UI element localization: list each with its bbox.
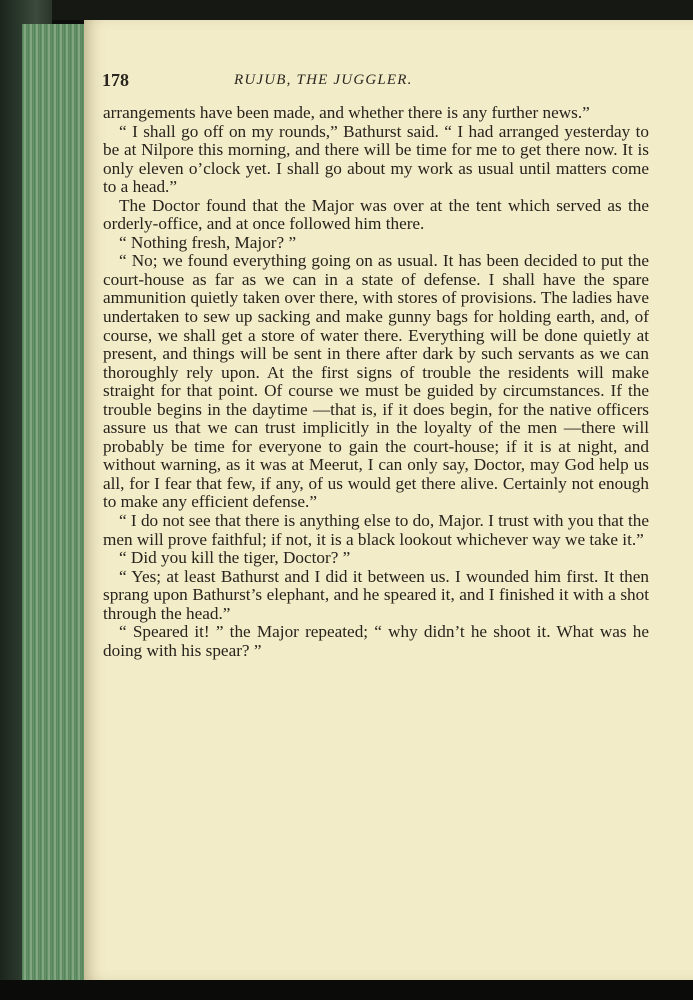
page-edges xyxy=(22,24,85,980)
paragraph: “ No; we found everything going on as usual. It has been decided to put the court-house as far as we can in a state of defense. I shall have the spare ammunition quietly taken over there, with stores of provisions. The ladies have undertaken to sew up sacking and make gunny bags for holding earth, and, of course, we shall get a store of water there. Everything will be done quietly at present, and things will be sent in there after dark by such servants as we can thoroughly rely upon. At the first signs of trouble the residents will make straight for that point. Of course we must be guided by circumstances. If the trouble begins in the daytime —that is, if it does begin, for the native officers assure us that we can trust implicitly in the loyalty of the men —there will probably be time for everyone to gain the court-house; if it is at night, and without warning, as it was at Meerut, I can only say, Doctor, may God help us all, for I fear that few, if any, of us would get there alive. Certainly not enough to make any efficient defense.” xyxy=(103,251,649,512)
paragraph: “ Speared it! ” the Major repeated; “ why didn’t he shoot it. What was he doing with his spear? ” xyxy=(103,622,649,660)
paragraph: “ Did you kill the tiger, Doctor? ” xyxy=(119,548,351,568)
running-head-title: RUJUB, THE JUGGLER. xyxy=(234,72,413,88)
paragraph: “ Yes; at least Bathurst and I did it between us. I wounded him first. It then sprang upon Bathurst’s elephant, and he speared it, and I finished it with a shot through the head.” xyxy=(103,566,649,623)
running-head xyxy=(102,70,542,94)
page-number: 178 xyxy=(102,70,129,90)
body-text xyxy=(103,104,649,660)
scan-top-edge xyxy=(40,0,693,20)
paragraph: “ Nothing fresh, Major? ” xyxy=(119,232,297,252)
scan-bottom-edge xyxy=(0,980,693,1000)
paragraph: “ I do not see that there is anything else to do, Major. I trust with you that the men will prove faithful; if not, it is a black lookout whichever way we take it.” xyxy=(103,511,649,549)
paragraph: arrangements have been made, and whether there is any further news.” xyxy=(103,103,590,122)
paragraph: The Doctor found that the Major was over at the tent which served as the orderly-office, and at once followed him there. xyxy=(103,195,649,234)
paragraph: “ I shall go off on my rounds,” Bathurst said. “ I had arranged yesterday to be at Nilpore this morning, and there will be time for me to get there now. It is only eleven o’clock yet. I shall go about my work as usual until matters come to a head.” xyxy=(103,121,649,197)
